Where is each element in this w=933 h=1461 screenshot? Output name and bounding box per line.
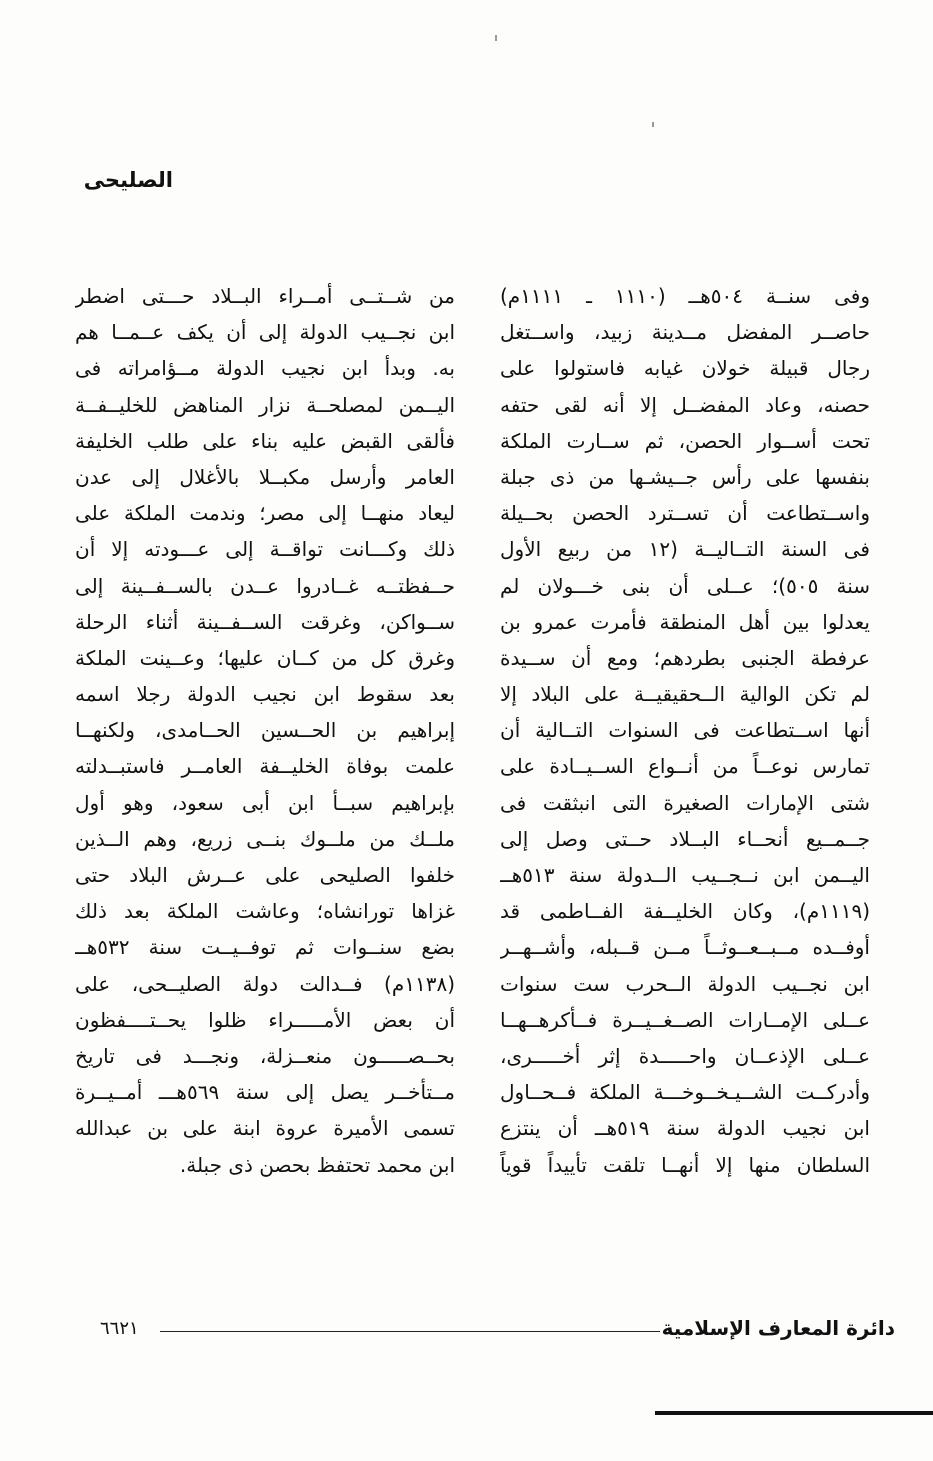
text-line: ابن محمد تحتفظ بحصن ذى جبلة.: [179, 1152, 455, 1177]
text-line: عــلى الإذعــان واحـــــدة إثر أخـــــرى،: [500, 1043, 870, 1068]
text-line: السلطان منها إلا أنهــا تلقت تأييداً قوياً: [500, 1152, 870, 1177]
text-line: يعدلوا بين أهل المنطقة فأمرت عمرو بن: [500, 609, 870, 634]
text-line: ابن نجــيب الدولة الــحرب ست سنوات: [500, 971, 870, 996]
text-line: ابن نجيب الدولة سنة ٥١٩هــ أن ينتزع: [500, 1116, 870, 1141]
text-line: واســتطاعت أن تســترد الحصن بحــيلة: [500, 501, 870, 526]
footer-title: دائرة المعارف الإسلامية: [661, 1316, 895, 1340]
text-line: بإبراهيم سبــأ ابن أبى سعود، وهو أول: [75, 790, 455, 815]
text-line: ليعاد منهــا إلى مصر؛ وندمت الملكة على: [75, 501, 455, 526]
text-line: فى السنة التــاليــة (١٢ من ربيع الأول: [500, 537, 870, 562]
text-line: تسمى الأميرة عروة ابنة على بن عبدالله: [75, 1116, 455, 1141]
text-line: حــفظتــه غــادروا عــدن بالســفــينة إلى: [75, 573, 455, 598]
text-line: حاصــر المفضل مــدينة زبيد، واســتغل: [500, 320, 870, 345]
scan-speck: [652, 122, 654, 127]
text-line: أنها اســتطاعت فى السنوات التــالية أن: [500, 718, 870, 743]
text-line: جــمــيع أنحــاء البــلاد حــتى وصل إلى: [500, 826, 870, 851]
text-line: ســواكن، وغرقت الســفــينة أثناء الرحلة: [75, 609, 455, 634]
text-column-left: [75, 278, 455, 1183]
text-line: وأدركــت الشــيـخــوخـــة الملكة فــحــاول: [500, 1080, 870, 1105]
text-line: اليــمن ابن نــجــيب الــدولة سنة ٥١٣هــ: [500, 863, 870, 887]
text-line: بحــصـــــون منعــزلة، ونجـــد فى تاريخ: [75, 1043, 455, 1068]
text-column-right: [500, 278, 870, 1183]
text-line: علمت بوفاة الخليــفة العامــر فاستبــدلته: [75, 754, 455, 779]
text-line: العامر وأرسل مكبــلا بالأغلال إلى عدن: [75, 464, 455, 489]
text-line: رجال قبيلة خولان غيابه فاستولوا على: [500, 356, 870, 381]
text-line: إبراهيم بن الحــسين الحــامدى، ولكنهــا: [75, 718, 455, 743]
text-line: تحت أســوار الحصن، ثم ســارت الملكة: [500, 428, 870, 453]
text-line: شتى الإمارات الصغيرة التى انبثقت فى: [500, 790, 870, 815]
text-line: تمارس نوعــاً من أنــواع الســيــادة على: [500, 754, 870, 779]
page-footer: [100, 1316, 895, 1346]
scan-edge-bar: [655, 1411, 933, 1415]
text-line: سنة ٥٠٥)؛ عــلى أن بنى خـــولان لم: [500, 573, 870, 598]
text-line: لم تكن الوالية الــحقيقيــة على البلاد إلا: [500, 682, 870, 707]
text-line: بنفسها على رأس جــيشـها من ذى جبلة: [500, 464, 870, 489]
text-line: ملــك من ملــوك بنــى زريع، وهم الــذين: [75, 826, 455, 851]
text-line: غزاها تورانشاه؛ وعاشت الملكة بعد ذلك: [75, 899, 455, 924]
page-number: ٦٦٢١: [100, 1318, 139, 1339]
text-line: خلفوا الصليحى على عــرش البلاد حتى: [75, 863, 455, 887]
text-line: ذلك وكـــانت تواقــة إلى عـــودته إلا أن: [75, 537, 455, 562]
text-line: فألقى القبض عليه بناء على طلب الخليفة: [75, 428, 455, 453]
text-line: (١١٣٨م) فــدالت دولة الصليــحى، على: [75, 971, 455, 996]
text-line: بعد سقوط ابن نجيب الدولة رجلا اسمه: [75, 682, 455, 707]
scan-speck: [495, 35, 497, 41]
text-line: مــتأخــر يصل إلى سنة ٥٦٩هـــ أمــيــرة: [75, 1080, 455, 1105]
text-line: حصنه، وعاد المفضــل إلا أنه لقى حتفه: [500, 392, 870, 417]
text-line: بضع سنــوات ثم توفــيــت سنة ٥٣٢هــ: [75, 935, 455, 960]
text-line: اليــمن لمصلحــة نزار المناهض للخليــفــة: [75, 392, 455, 417]
text-line: عرفطة الجنبى بطردهم؛ ومع أن ســيدة: [500, 645, 870, 670]
text-line: ابن نجــيب الدولة إلى أن يكف عــمــا هم: [75, 320, 455, 345]
text-line: به. وبدأ ابن نجيب الدولة مــؤامراته فى: [75, 356, 455, 381]
text-line: من شــتــى أمــراء البــلاد حـــتى اضطر: [75, 284, 455, 308]
text-line: عــلى الإمــارات الصــغــيــرة فــأكرهــهــا: [500, 1007, 870, 1032]
text-line: (١١١٩م)، وكان الخليــفة الفــاطمى قد: [500, 899, 870, 924]
text-line: وغرق كل من كــان عليها؛ وعــينت الملكة: [75, 645, 455, 670]
footer-rule: [160, 1331, 660, 1332]
text-line: وفى سنــة ٥٠٤هــ (١١١٠ ـ ١١١١م): [500, 284, 870, 308]
text-line: أوفــده مــبــعــوثــاً مــن قــبله، وأشــهــر: [500, 935, 870, 960]
text-line: أن بعض الأمـــــراء ظلوا يحــتــــفظون: [75, 1007, 455, 1032]
running-header-title: الصليحى: [83, 168, 173, 192]
